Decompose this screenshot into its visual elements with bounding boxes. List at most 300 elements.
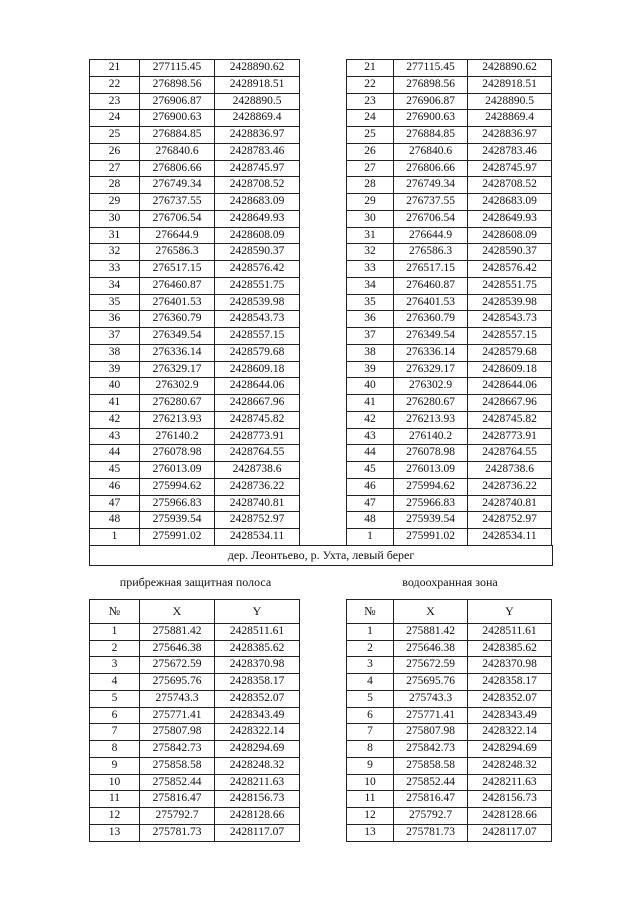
- table-row: [90, 362, 553, 379]
- table-row: [90, 462, 553, 479]
- cell-number: 32: [346, 243, 394, 261]
- cell-y: 2428740.81: [214, 495, 300, 513]
- cell-y: 2428551.75: [467, 277, 552, 295]
- cell-x: 275994.62: [139, 478, 215, 496]
- table-row: [90, 741, 553, 758]
- cell-x: 276898.56: [393, 76, 468, 94]
- table-row: [90, 479, 553, 496]
- cell-y: 2428667.96: [467, 394, 552, 412]
- table-row: [90, 708, 553, 725]
- cell-y: 2428708.52: [214, 176, 300, 194]
- table-row: [90, 641, 553, 658]
- cell-number: 27: [346, 160, 394, 178]
- cell-x: 275771.41: [139, 707, 215, 725]
- cell-number: 30: [89, 210, 140, 228]
- cell-y: 2428608.09: [214, 227, 300, 245]
- cell-number: 22: [346, 76, 394, 94]
- cell-y: 2428836.97: [214, 126, 300, 144]
- cell-number: 35: [89, 294, 140, 312]
- cell-y: 2428352.07: [467, 690, 552, 708]
- cell-x: 275792.7: [139, 807, 215, 825]
- cell-x: 275672.59: [139, 656, 215, 674]
- cell-y: 2428211.63: [467, 774, 552, 792]
- table-row: [90, 674, 553, 691]
- cell-y: 2428156.73: [467, 790, 552, 808]
- cell-x: 276329.17: [139, 361, 215, 379]
- cell-x: 276884.85: [393, 126, 468, 144]
- left-section-label: прибрежная защитная полоса: [119, 575, 272, 590]
- cell-x: 276898.56: [139, 76, 215, 94]
- cell-y: 2428322.14: [214, 723, 300, 741]
- table-row: [90, 94, 553, 111]
- table-row: [90, 496, 553, 513]
- cell-y: 2428370.98: [214, 656, 300, 674]
- cell-number: 37: [89, 327, 140, 345]
- cell-number: 28: [89, 176, 140, 194]
- cell-x: 276360.79: [393, 310, 468, 328]
- cell-x: 275939.54: [139, 511, 215, 529]
- cell-x: 276360.79: [139, 310, 215, 328]
- cell-y: 2428738.6: [214, 461, 300, 479]
- cell-number: 13: [89, 824, 140, 842]
- cell-y: 2428609.18: [214, 361, 300, 379]
- cell-number: 40: [346, 377, 394, 395]
- document-page: [90, 60, 553, 842]
- cell-number: 44: [346, 444, 394, 462]
- cell-y: 2428736.22: [214, 478, 300, 496]
- cell-x: 276078.98: [393, 444, 468, 462]
- cell-x: 276840.6: [139, 143, 215, 161]
- cell-y: 2428156.73: [214, 790, 300, 808]
- cell-x: 276140.2: [393, 428, 468, 446]
- cell-number: 7: [346, 723, 394, 741]
- cell-x: 276401.53: [393, 294, 468, 312]
- cell-x: 275807.98: [393, 723, 468, 741]
- cell-y: 2428117.07: [467, 824, 552, 842]
- cell-number: 11: [89, 790, 140, 808]
- table-row: [90, 278, 553, 295]
- header-number: №: [89, 599, 140, 624]
- cell-number: 9: [89, 757, 140, 775]
- cell-x: 276329.17: [393, 361, 468, 379]
- cell-number: 34: [346, 277, 394, 295]
- cell-x: 275939.54: [393, 511, 468, 529]
- cell-y: 2428745.82: [467, 411, 552, 429]
- cell-y: 2428385.62: [467, 640, 552, 658]
- cell-number: 24: [89, 109, 140, 127]
- cell-number: 29: [89, 193, 140, 211]
- cell-y: 2428551.75: [214, 277, 300, 295]
- cell-number: 8: [346, 740, 394, 758]
- cell-x: 276806.66: [393, 160, 468, 178]
- table-row: [90, 378, 553, 395]
- cell-x: 276140.2: [139, 428, 215, 446]
- cell-number: 1: [346, 528, 394, 546]
- cell-y: 2428738.6: [467, 461, 552, 479]
- cell-number: 45: [89, 461, 140, 479]
- cell-number: 33: [346, 260, 394, 278]
- cell-x: 276336.14: [393, 344, 468, 362]
- cell-y: 2428918.51: [467, 76, 552, 94]
- cell-x: 275858.58: [393, 757, 468, 775]
- cell-y: 2428117.07: [214, 824, 300, 842]
- cell-y: 2428358.17: [214, 673, 300, 691]
- table-row: [90, 110, 553, 127]
- cell-x: 275672.59: [393, 656, 468, 674]
- cell-y: 2428557.15: [467, 327, 552, 345]
- table-row: [90, 825, 553, 842]
- cell-y: 2428511.61: [214, 623, 300, 641]
- cell-number: 1: [346, 623, 394, 641]
- table-row: [90, 691, 553, 708]
- cell-x: 276737.55: [393, 193, 468, 211]
- cell-number: 25: [89, 126, 140, 144]
- cell-number: 47: [89, 495, 140, 513]
- cell-x: 275966.83: [393, 495, 468, 513]
- cell-number: 2: [89, 640, 140, 658]
- bottom-coordinates-table: [90, 624, 553, 842]
- cell-x: 275991.02: [139, 528, 215, 546]
- header-number: №: [346, 599, 394, 624]
- cell-y: 2428557.15: [214, 327, 300, 345]
- table-row: [90, 127, 553, 144]
- cell-x: 275816.47: [393, 790, 468, 808]
- table-row: [90, 395, 553, 412]
- cell-y: 2428869.4: [467, 109, 552, 127]
- cell-number: 26: [346, 143, 394, 161]
- cell-x: 275781.73: [393, 824, 468, 842]
- cell-number: 12: [346, 807, 394, 825]
- cell-number: 48: [89, 511, 140, 529]
- cell-x: 276517.15: [139, 260, 215, 278]
- cell-number: 13: [346, 824, 394, 842]
- cell-x: 276586.3: [393, 243, 468, 261]
- table-row: [90, 624, 553, 641]
- cell-x: 276078.98: [139, 444, 215, 462]
- cell-number: 43: [346, 428, 394, 446]
- cell-number: 45: [346, 461, 394, 479]
- cell-x: 276280.67: [139, 394, 215, 412]
- cell-x: 275881.42: [393, 623, 468, 641]
- cell-number: 47: [346, 495, 394, 513]
- table-row: [90, 60, 553, 77]
- cell-x: 275966.83: [139, 495, 215, 513]
- cell-x: 276644.9: [393, 227, 468, 245]
- header-x: X: [393, 599, 468, 624]
- cell-number: 4: [346, 673, 394, 691]
- cell-number: 12: [89, 807, 140, 825]
- table-row: [90, 328, 553, 345]
- cell-y: 2428294.69: [214, 740, 300, 758]
- cell-y: 2428649.93: [214, 210, 300, 228]
- cell-x: 275781.73: [139, 824, 215, 842]
- cell-y: 2428752.97: [467, 511, 552, 529]
- cell-y: 2428539.98: [214, 294, 300, 312]
- cell-y: 2428590.37: [467, 243, 552, 261]
- cell-y: 2428836.97: [467, 126, 552, 144]
- cell-number: 5: [89, 690, 140, 708]
- cell-number: 26: [89, 143, 140, 161]
- cell-y: 2428764.55: [467, 444, 552, 462]
- cell-x: 276644.9: [139, 227, 215, 245]
- cell-x: 276349.54: [139, 327, 215, 345]
- cell-x: 276884.85: [139, 126, 215, 144]
- table-row: [90, 429, 553, 446]
- table-row: [90, 808, 553, 825]
- cell-number: 23: [89, 93, 140, 111]
- cell-y: 2428752.97: [214, 511, 300, 529]
- cell-number: 21: [346, 59, 394, 77]
- cell-number: 2: [346, 640, 394, 658]
- cell-number: 41: [346, 394, 394, 412]
- cell-y: 2428343.49: [467, 707, 552, 725]
- cell-y: 2428543.73: [214, 310, 300, 328]
- table-row: [90, 311, 553, 328]
- table-row: [90, 295, 553, 312]
- cell-number: 43: [89, 428, 140, 446]
- cell-x: 276460.87: [393, 277, 468, 295]
- header-y: Y: [214, 599, 300, 624]
- cell-number: 48: [346, 511, 394, 529]
- table-row: [90, 211, 553, 228]
- cell-number: 46: [89, 478, 140, 496]
- cell-y: 2428644.06: [467, 377, 552, 395]
- cell-number: 38: [89, 344, 140, 362]
- cell-x: 275842.73: [393, 740, 468, 758]
- cell-number: 42: [89, 411, 140, 429]
- table-row: [90, 657, 553, 674]
- header-y: Y: [467, 599, 552, 624]
- cell-number: 11: [346, 790, 394, 808]
- cell-x: 276213.93: [139, 411, 215, 429]
- cell-x: 275792.7: [393, 807, 468, 825]
- cell-y: 2428385.62: [214, 640, 300, 658]
- cell-number: 31: [346, 227, 394, 245]
- cell-number: 1: [89, 623, 140, 641]
- cell-x: 276302.9: [139, 377, 215, 395]
- cell-number: 27: [89, 160, 140, 178]
- table-row: [90, 345, 553, 362]
- cell-number: 29: [346, 193, 394, 211]
- cell-y: 2428590.37: [214, 243, 300, 261]
- cell-x: 275771.41: [393, 707, 468, 725]
- cell-y: 2428783.46: [214, 143, 300, 161]
- cell-x: 275842.73: [139, 740, 215, 758]
- cell-y: 2428745.82: [214, 411, 300, 429]
- cell-number: 42: [346, 411, 394, 429]
- cell-y: 2428358.17: [467, 673, 552, 691]
- cell-number: 3: [346, 656, 394, 674]
- cell-y: 2428511.61: [467, 623, 552, 641]
- cell-y: 2428667.96: [214, 394, 300, 412]
- cell-x: 275743.3: [139, 690, 215, 708]
- cell-x: 276460.87: [139, 277, 215, 295]
- cell-y: 2428128.66: [467, 807, 552, 825]
- cell-y: 2428343.49: [214, 707, 300, 725]
- table-row: [90, 244, 553, 261]
- cell-x: 276280.67: [393, 394, 468, 412]
- table-row: [90, 161, 553, 178]
- cell-number: 8: [89, 740, 140, 758]
- cell-number: 35: [346, 294, 394, 312]
- cell-y: 2428649.93: [467, 210, 552, 228]
- cell-x: 275994.62: [393, 478, 468, 496]
- cell-y: 2428609.18: [467, 361, 552, 379]
- cell-number: 32: [89, 243, 140, 261]
- cell-number: 22: [89, 76, 140, 94]
- cell-number: 23: [346, 93, 394, 111]
- cell-number: 39: [346, 361, 394, 379]
- cell-y: 2428890.62: [467, 59, 552, 77]
- cell-y: 2428576.42: [214, 260, 300, 278]
- cell-number: 3: [89, 656, 140, 674]
- cell-number: 39: [89, 361, 140, 379]
- cell-x: 276349.54: [393, 327, 468, 345]
- cell-number: 36: [346, 310, 394, 328]
- top-coordinates-table: [90, 60, 553, 546]
- cell-x: 276900.63: [393, 109, 468, 127]
- cell-number: 6: [89, 707, 140, 725]
- cell-x: 275852.44: [393, 774, 468, 792]
- table-row: [90, 445, 553, 462]
- cell-y: 2428576.42: [467, 260, 552, 278]
- cell-y: 2428539.98: [467, 294, 552, 312]
- cell-y: 2428764.55: [214, 444, 300, 462]
- cell-x: 275852.44: [139, 774, 215, 792]
- cell-y: 2428745.97: [214, 160, 300, 178]
- cell-x: 275743.3: [393, 690, 468, 708]
- cell-x: 276749.34: [139, 176, 215, 194]
- table-row: [90, 412, 553, 429]
- cell-y: 2428918.51: [214, 76, 300, 94]
- cell-number: 9: [346, 757, 394, 775]
- cell-y: 2428683.09: [467, 193, 552, 211]
- cell-number: 31: [89, 227, 140, 245]
- section-labels-row: [90, 566, 553, 600]
- table-row: [90, 529, 553, 546]
- cell-x: 275991.02: [393, 528, 468, 546]
- cell-x: 276013.09: [139, 461, 215, 479]
- cell-y: 2428128.66: [214, 807, 300, 825]
- cell-x: 275881.42: [139, 623, 215, 641]
- cell-y: 2428708.52: [467, 176, 552, 194]
- cell-x: 276840.6: [393, 143, 468, 161]
- table-row: [90, 791, 553, 808]
- cell-number: 46: [346, 478, 394, 496]
- cell-x: 275695.76: [139, 673, 215, 691]
- table-row: [90, 775, 553, 792]
- cell-number: 7: [89, 723, 140, 741]
- cell-number: 24: [346, 109, 394, 127]
- cell-x: 275807.98: [139, 723, 215, 741]
- section-title-row: [90, 546, 553, 566]
- cell-number: 25: [346, 126, 394, 144]
- cell-x: 275646.38: [393, 640, 468, 658]
- cell-number: 10: [89, 774, 140, 792]
- table-row: [90, 77, 553, 94]
- cell-y: 2428890.5: [467, 93, 552, 111]
- cell-number: 6: [346, 707, 394, 725]
- right-section-label: водоохранная зона: [402, 575, 498, 590]
- header-x: X: [139, 599, 215, 624]
- cell-x: 275695.76: [393, 673, 468, 691]
- cell-number: 37: [346, 327, 394, 345]
- cell-y: 2428890.5: [214, 93, 300, 111]
- cell-y: 2428534.11: [214, 528, 300, 546]
- cell-x: 275646.38: [139, 640, 215, 658]
- cell-y: 2428248.32: [214, 757, 300, 775]
- cell-y: 2428248.32: [467, 757, 552, 775]
- cell-number: 30: [346, 210, 394, 228]
- cell-x: 276013.09: [393, 461, 468, 479]
- cell-number: 21: [89, 59, 140, 77]
- cell-x: 276586.3: [139, 243, 215, 261]
- cell-y: 2428773.91: [214, 428, 300, 446]
- cell-x: 276517.15: [393, 260, 468, 278]
- cell-y: 2428644.06: [214, 377, 300, 395]
- cell-x: 276906.87: [393, 93, 468, 111]
- header-row: [90, 600, 553, 624]
- cell-number: 5: [346, 690, 394, 708]
- cell-y: 2428322.14: [467, 723, 552, 741]
- cell-y: 2428736.22: [467, 478, 552, 496]
- cell-x: 276806.66: [139, 160, 215, 178]
- cell-x: 276213.93: [393, 411, 468, 429]
- table-row: [90, 512, 553, 529]
- cell-x: 276737.55: [139, 193, 215, 211]
- cell-y: 2428370.98: [467, 656, 552, 674]
- table-row: [90, 724, 553, 741]
- cell-number: 36: [89, 310, 140, 328]
- cell-x: 277115.45: [393, 59, 468, 77]
- cell-y: 2428211.63: [214, 774, 300, 792]
- section-title: дер. Леонтьево, р. Ухта, левый берег: [89, 545, 553, 566]
- cell-y: 2428543.73: [467, 310, 552, 328]
- cell-x: 276336.14: [139, 344, 215, 362]
- table-row: [90, 228, 553, 245]
- cell-number: 34: [89, 277, 140, 295]
- cell-y: 2428579.68: [214, 344, 300, 362]
- cell-x: 277115.45: [139, 59, 215, 77]
- cell-y: 2428783.46: [467, 143, 552, 161]
- cell-number: 4: [89, 673, 140, 691]
- cell-number: 1: [89, 528, 140, 546]
- cell-x: 276749.34: [393, 176, 468, 194]
- cell-y: 2428579.68: [467, 344, 552, 362]
- table-row: [90, 194, 553, 211]
- table-row: [90, 144, 553, 161]
- cell-y: 2428534.11: [467, 528, 552, 546]
- cell-number: 38: [346, 344, 394, 362]
- cell-y: 2428352.07: [214, 690, 300, 708]
- cell-y: 2428890.62: [214, 59, 300, 77]
- cell-y: 2428294.69: [467, 740, 552, 758]
- cell-number: 28: [346, 176, 394, 194]
- cell-x: 276302.9: [393, 377, 468, 395]
- cell-x: 275816.47: [139, 790, 215, 808]
- cell-y: 2428869.4: [214, 109, 300, 127]
- cell-x: 276706.54: [139, 210, 215, 228]
- cell-y: 2428740.81: [467, 495, 552, 513]
- cell-x: 276906.87: [139, 93, 215, 111]
- table-row: [90, 261, 553, 278]
- cell-y: 2428608.09: [467, 227, 552, 245]
- cell-y: 2428683.09: [214, 193, 300, 211]
- cell-x: 275858.58: [139, 757, 215, 775]
- table-row: [90, 758, 553, 775]
- cell-y: 2428745.97: [467, 160, 552, 178]
- cell-number: 33: [89, 260, 140, 278]
